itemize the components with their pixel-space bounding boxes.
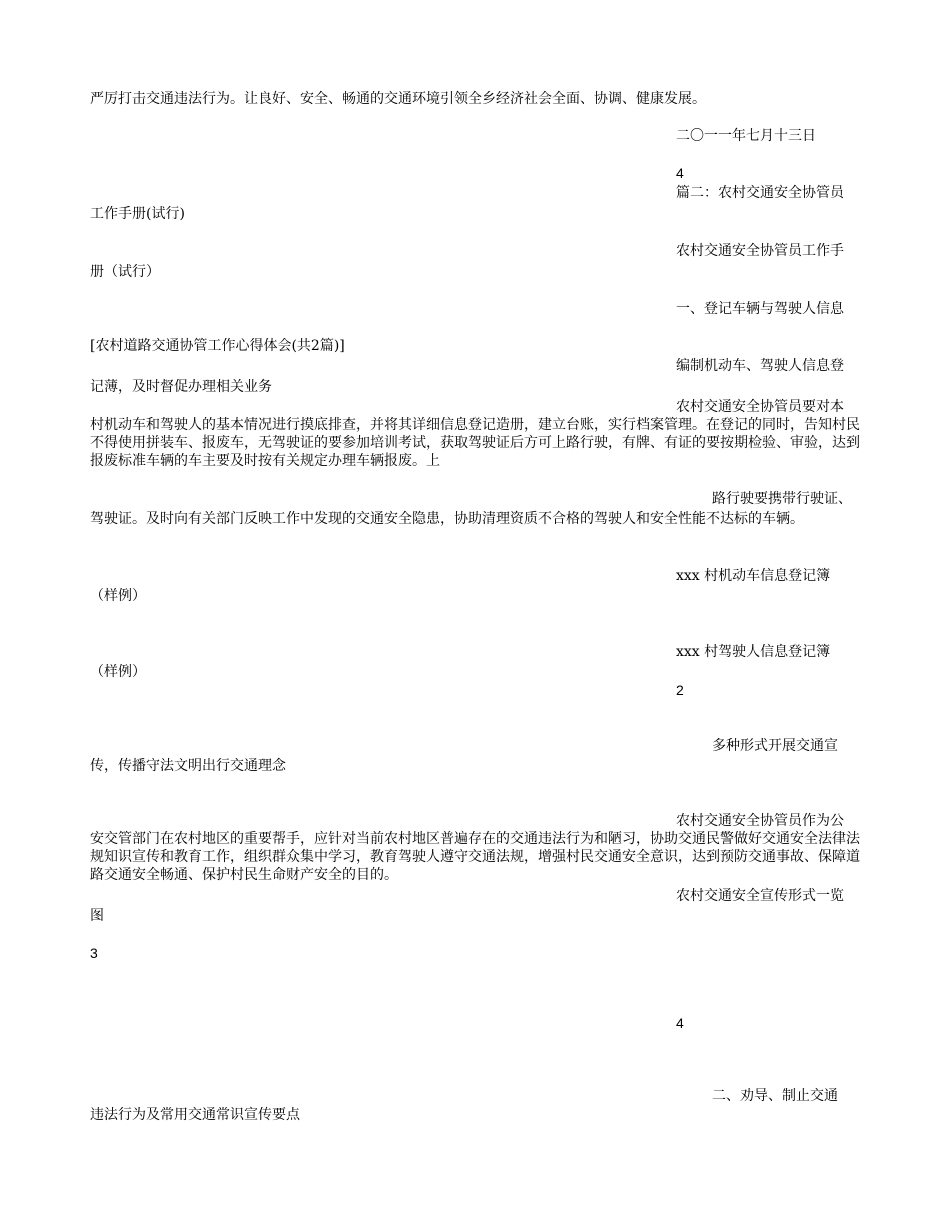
- sample-label-2: （样例）: [90, 664, 146, 680]
- paragraph-1-body: 村机动车和驾驶人的基本情况进行摸底排查，并将其详细信息登记造册，建立台账，实行档案管理。在登记的同时，告知村民不得使用拼装车、报废车，无驾驶证的要参加培训考试，获取驾驶证后方可上路行驶，有牌、有证的要按期检验、审验，达到报废标准车辆的车主要及时按有关规定办理车辆报废。上: [90, 417, 860, 469]
- page-number: 3: [90, 945, 98, 961]
- chapter-heading: 篇二：农村交通安全协管员: [676, 185, 844, 201]
- sample-label-1: （样例）: [90, 588, 146, 604]
- manual-title-cont: 册（试行）: [90, 264, 160, 280]
- section-heading-2-cont: 违法行为及常用交通常识宣传要点: [90, 1107, 300, 1123]
- paragraph-3-start: 农村交通安全协管员作为公: [676, 813, 844, 829]
- paragraph-1-start: 农村交通安全协管员要对本: [676, 399, 844, 415]
- paragraph-2-start: 路行驶要携带行驶证、: [712, 491, 852, 507]
- date-line: 二〇一一年七月十三日: [676, 128, 816, 144]
- page-number: 4: [676, 1015, 684, 1031]
- document-title: [农村道路交通协管工作心得体会(共2篇)]: [90, 338, 345, 354]
- sample-heading-1: xxx 村机动车信息登记簿: [676, 568, 831, 584]
- item-heading-1: 编制机动车、驾驶人信息登: [676, 358, 844, 374]
- figure-caption: 农村交通安全宣传形式一览: [676, 888, 844, 904]
- section-heading-2: 二、劝导、制止交通: [712, 1088, 838, 1104]
- section-heading-1: 一、登记车辆与驾驶人信息: [676, 301, 844, 317]
- item-heading-2: 多种形式开展交通宣: [712, 738, 838, 754]
- paragraph-3-body: 安交管部门在农村地区的重要帮手，应针对当前农村地区普遍存在的交通违法行为和陋习，协助交通民警做好交通安全法律法规知识宣传和教育工作，组织群众集中学习，教育驾驶人遵守交通法规，增强村民交通安全意识，达到预防交通事故、保障道路交通安全畅通、保护村民生命财产安全的目的。: [90, 831, 860, 883]
- page-number: 4: [676, 165, 684, 181]
- sample-heading-2: xxx 村驾驶人信息登记簿: [676, 644, 831, 660]
- text-line: 严厉打击交通违法行为。让良好、安全、畅通的交通环境引领全乡经济社会全面、协调、健康发展。: [90, 91, 706, 107]
- item-heading-2-cont: 传，传播守法文明出行交通理念: [90, 758, 286, 774]
- paragraph-2-body: 驾驶证。及时向有关部门反映工作中发现的交通安全隐患，协助清理资质不合格的驾驶人和安全性能不达标的车辆。: [90, 511, 804, 527]
- item-heading-1-cont: 记薄，及时督促办理相关业务: [90, 379, 272, 395]
- page-number: 2: [676, 682, 684, 698]
- chapter-heading-cont: 工作手册(试行): [90, 206, 185, 222]
- manual-title: 农村交通安全协管员工作手: [676, 243, 844, 259]
- figure-caption-cont: 图: [90, 908, 104, 924]
